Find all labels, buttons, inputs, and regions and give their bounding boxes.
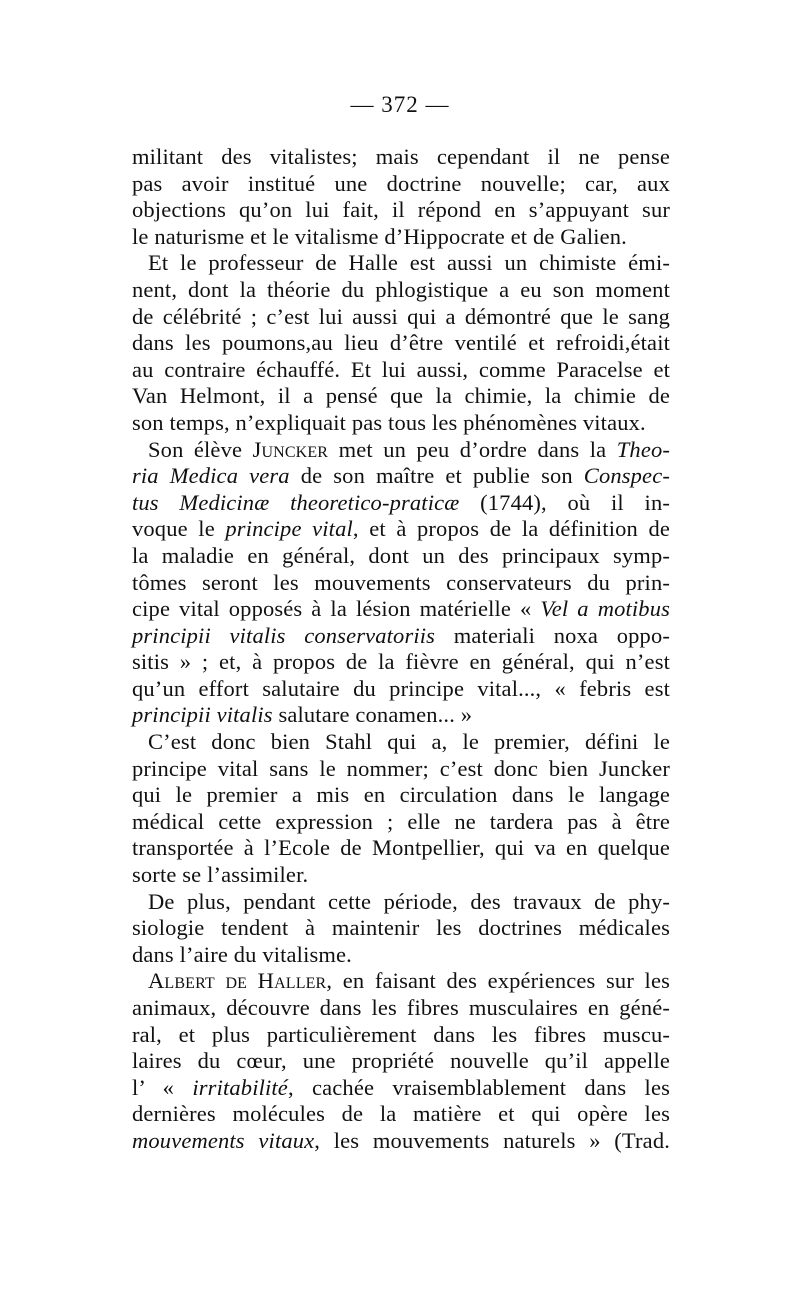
text-segment: laires du cœur, une propriété nouvelle qu’il appelle — [132, 1048, 670, 1074]
small-caps-name: Albert de Haller — [148, 968, 327, 994]
text-segment: met un peu d’ordre dans la — [328, 436, 617, 462]
text-segment: , et à propos de la définition de — [352, 516, 670, 542]
text-segment: médical cette expression ; elle ne tardera pas à être — [132, 808, 670, 834]
text-line — [132, 543, 670, 570]
text-line — [132, 649, 670, 676]
text-line — [132, 1101, 670, 1128]
text-segment: materiali noxa oppo- — [435, 622, 670, 648]
text-line — [132, 1022, 670, 1049]
text-line — [132, 995, 670, 1022]
text-line — [132, 410, 670, 437]
text-segment: C’est donc bien Stahl qui a, le premier, défini le — [148, 729, 670, 755]
text-segment: , cachée vraisemblablement dans les — [287, 1074, 671, 1100]
text-line — [132, 437, 670, 464]
text-line — [132, 277, 670, 304]
text-segment: de célébrité ; c’est lui aussi qui a démontré que le sang — [132, 303, 670, 329]
text-line — [132, 915, 670, 942]
italic-text: ria Medica vera — [132, 463, 290, 489]
text-segment: au contraire échauffé. Et lui aussi, comme Paracelse et — [132, 356, 670, 382]
italic-text: Theo- — [616, 436, 670, 462]
text-segment: pas avoir institué une doctrine nouvelle; car, aux — [132, 170, 670, 196]
text-line — [132, 1048, 670, 1075]
text-segment: tômes seront les mouvements conservateurs du prin- — [132, 569, 670, 595]
text-line — [132, 330, 670, 357]
text-segment: la maladie en général, dont un des principaux symp- — [132, 542, 670, 568]
text-segment: objections qu’on lui fait, il répond en s’appuyant sur — [132, 197, 670, 223]
text-line — [132, 250, 670, 277]
text-segment: l’ « — [132, 1074, 193, 1100]
italic-text: principii vitalis conservatoriis — [132, 622, 436, 648]
text-segment: cipe vital opposés à la lésion matérielle « — [132, 596, 541, 622]
text-segment: siologie tendent à maintenir les doctrines médicales — [132, 915, 670, 941]
text-segment: dernières molécules de la matière et qui opère les — [132, 1101, 670, 1127]
text-segment: , les mouvements naturels » (Trad. — [314, 1127, 670, 1153]
text-line — [132, 357, 670, 384]
text-segment: salutare conamen... » — [272, 702, 473, 728]
italic-text: Conspec- — [583, 463, 670, 489]
text-line — [132, 835, 670, 862]
text-segment: voque le — [132, 516, 226, 542]
text-line — [132, 224, 670, 251]
text-line — [132, 1075, 670, 1102]
text-line — [132, 702, 670, 729]
text-line — [132, 463, 670, 490]
text-line — [132, 304, 670, 331]
text-segment: sitis » ; et, à propos de la fièvre en général, qui n’est — [132, 649, 670, 675]
text-segment: sorte se l’assimiler. — [132, 862, 309, 888]
text-segment: Et le professeur de Halle est aussi un chimiste émi- — [148, 250, 670, 276]
text-segment: Son élève — [148, 436, 253, 462]
text-segment: de son maître et publie son — [289, 463, 584, 489]
text-line — [132, 197, 670, 224]
text-segment: (1744), où il in- — [459, 489, 670, 515]
text-segment: nent, dont la théorie du phlogistique a eu son moment — [132, 276, 670, 302]
text-line — [132, 596, 670, 623]
italic-text: irritabilité — [192, 1074, 288, 1100]
text-line — [132, 516, 670, 543]
italic-text: principe vital — [225, 516, 353, 542]
text-line — [132, 942, 670, 969]
text-line — [132, 623, 670, 650]
text-segment: , en faisant des expériences sur les — [326, 968, 671, 994]
text-line — [132, 756, 670, 783]
text-segment: principe vital sans le nommer; c’est donc bien Juncker — [132, 755, 670, 781]
text-segment: transportée à l’Ecole de Montpellier, qui va en quelque — [132, 835, 670, 861]
italic-text: mouvements vitaux — [132, 1127, 315, 1153]
page-number: — 372 — — [350, 92, 450, 117]
text-segment: qu’un effort salutaire du principe vital..., « febris est — [132, 675, 670, 701]
italic-text: tus Medicinæ theoretico-praticæ — [132, 489, 460, 515]
text-segment: De plus, pendant cette période, des travaux de phy- — [148, 888, 670, 914]
text-line — [132, 676, 670, 703]
text-line — [132, 490, 670, 517]
text-segment: militant des vitalistes; mais cependant il ne pense — [132, 144, 670, 169]
text-line — [132, 1128, 670, 1155]
text-line — [132, 862, 670, 889]
text-line — [132, 889, 670, 916]
text-segment: le naturisme et le vitalisme d’Hippocrate et de Galien. — [132, 223, 627, 249]
text-line — [132, 144, 670, 171]
text-line — [132, 809, 670, 836]
italic-text: principii vitalis — [132, 702, 273, 728]
text-segment: dans les poumons,au lieu d’être ventilé et refroidi,était — [132, 330, 670, 356]
text-segment: ral, et plus particulièrement dans les fibres muscu- — [132, 1021, 670, 1047]
text-segment: dans l’aire du vitalisme. — [132, 941, 352, 967]
text-segment: son temps, n’expliquait pas tous les phénomènes vitaux. — [132, 409, 646, 435]
text-segment: animaux, découvre dans les fibres musculaires en géné- — [132, 995, 670, 1020]
text-segment: Van Helmont, il a pensé que la chimie, la chimie de — [132, 383, 670, 409]
text-line — [132, 171, 670, 198]
text-segment: qui le premier a mis en circulation dans le langage — [132, 782, 670, 808]
italic-text: Vel a motibus — [540, 596, 670, 622]
body-text — [132, 144, 670, 1155]
text-line — [132, 729, 670, 756]
text-line — [132, 782, 670, 809]
text-line — [132, 570, 670, 597]
text-line — [132, 968, 670, 995]
small-caps-name: Juncker — [252, 436, 329, 462]
text-line — [132, 383, 670, 410]
